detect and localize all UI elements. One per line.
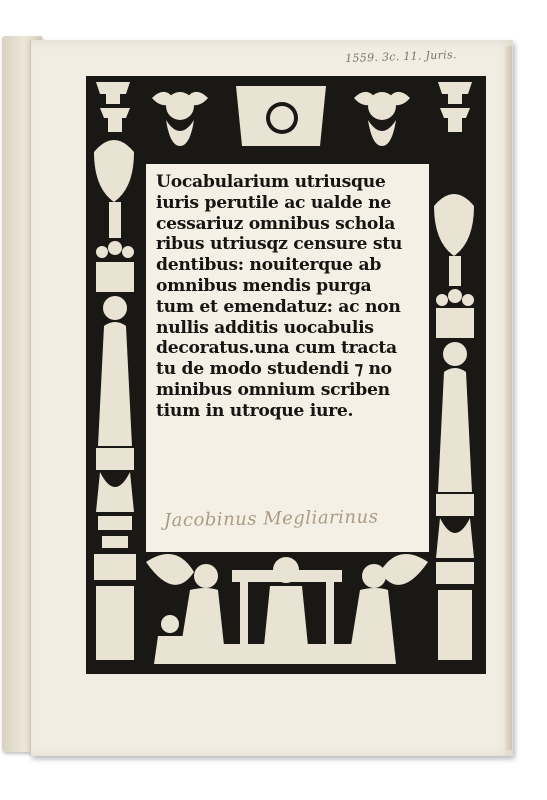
ownership-inscription: Jacobinus Megliarinus bbox=[163, 506, 379, 532]
title-line: omnibus mendis purga bbox=[156, 275, 372, 296]
title-line: tium in utroque iure. bbox=[156, 400, 354, 421]
page-fore-edge bbox=[505, 46, 512, 750]
title-line: tu de modo studendi ⁊ no bbox=[156, 359, 392, 380]
title-line: ribus utriusqz censure stu bbox=[156, 234, 403, 255]
title-line: tum et emendatuz: ac non bbox=[156, 296, 401, 317]
title-line: iuris perutile ac ualde ne bbox=[156, 192, 392, 213]
title-line: cessariuz omnibus schola bbox=[156, 213, 396, 234]
shelfmark-annotation: 1559. 3c. 11. Juris. bbox=[345, 48, 457, 65]
title-line: dentibus: nouiterque ab bbox=[156, 255, 382, 276]
title-line: minibus omnium scriben bbox=[156, 379, 390, 400]
title-line: decoratus.una cum tracta bbox=[156, 338, 397, 359]
title-line: Uocabularium utriusque bbox=[156, 172, 386, 192]
bottom-scene-ornament bbox=[146, 554, 428, 664]
title-line: nullis additis uocabulis bbox=[156, 317, 374, 338]
book-title bbox=[156, 172, 428, 422]
